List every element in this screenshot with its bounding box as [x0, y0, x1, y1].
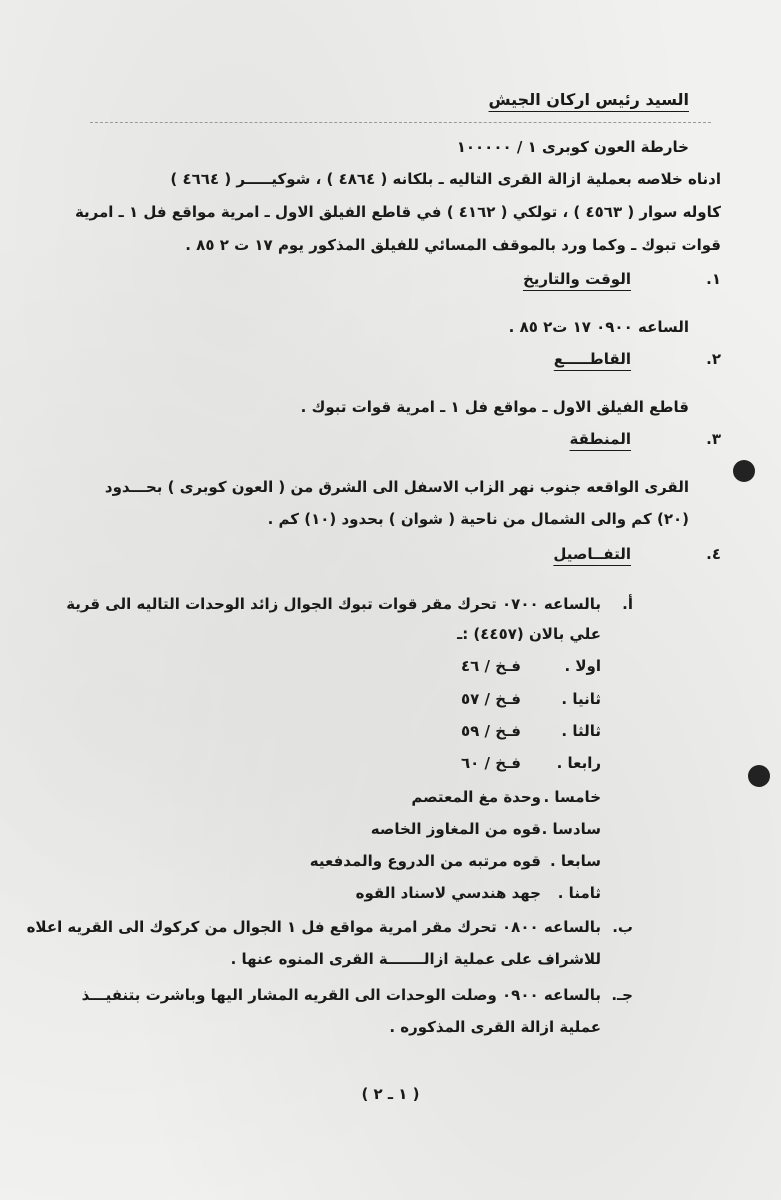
punch-hole — [733, 460, 755, 482]
section-number: ٢. — [706, 350, 721, 368]
list-item-value: فـخ / ٥٧ — [461, 690, 521, 708]
list-item-value: قوه من المغاوز الخاصه — [370, 820, 541, 838]
section-heading: الوقت والتاريخ — [522, 270, 631, 288]
list-item-value: قوه مرتبه من الدروع والمدفعيه — [309, 852, 541, 870]
detail-a-line-1: بالساعه ٠٧٠٠ تحرك مقر قوات تبوك الجوال زائد الوحدات التاليه الى قرية — [66, 595, 601, 613]
detail-label: جـ. — [611, 986, 633, 1004]
list-item-value: فـخ / ٦٠ — [461, 754, 521, 772]
list-item-value: جهد هندسي لاسناد القوه — [355, 884, 541, 902]
detail-b-line-1: بالساعه ٠٨٠٠ تحرك مقر امرية مواقع فل ١ الجوال من كركوك الى القريه اعلاه — [26, 918, 601, 936]
list-item-value: وحدة مغ المعتصم — [411, 788, 541, 806]
list-item-label: ثالثا . — [561, 722, 601, 740]
list-item-value: فـخ / ٥٩ — [461, 722, 521, 740]
map-reference: خارطة العون كوبرى ١ / ١٠٠٠٠٠ — [456, 138, 689, 156]
punch-hole — [748, 765, 770, 787]
section-heading: المنطقة — [569, 430, 631, 448]
intro-line-1: ادناه خلاصه بعملية ازالة القرى التاليه ـ بلكانه ( ٤٨٦٤ ) ، شوكيـــــر ( ٤٦٦٤ ) — [170, 170, 721, 188]
list-item-value: فـخ / ٤٦ — [461, 657, 521, 675]
section-body: الساعه ٠٩٠٠ ١٧ ت٢ ٨٥ . — [508, 318, 689, 336]
list-item-label: اولا . — [564, 657, 601, 675]
intro-line-3: قوات تبوك ـ وكما ورد بالموقف المسائي للفيلق المذكور يوم ١٧ ت ٢ ٨٥ . — [185, 236, 721, 254]
list-item-label: رابعا . — [556, 754, 601, 772]
list-item-label: ثامنا . — [557, 884, 601, 902]
section-body: قاطع الفيلق الاول ـ مواقع فل ١ ـ امرية قوات تبوك . — [300, 398, 689, 416]
section-heading: التفــاصيل — [553, 545, 631, 563]
section-body-line-1: القرى الواقعه جنوب نهر الزاب الاسفل الى الشرق من ( العون كوبرى ) بحـــدود — [104, 478, 689, 496]
detail-label: أ. — [622, 595, 633, 613]
detail-b-line-2: للاشراف على عملية ازالـــــــة القرى المنوه عنها . — [230, 950, 601, 968]
intro-line-2: كاوله سوار ( ٤٥٦٣ ) ، تولكي ( ٤١٦٢ ) في قاطع الفيلق الاول ـ امرية مواقع فل ١ ـ امرية — [74, 203, 721, 221]
detail-a-line-2: علي بالان (٤٤٥٧) :ـ — [457, 625, 601, 643]
detail-label: ب. — [612, 918, 633, 936]
section-number: ٤. — [706, 545, 721, 563]
section-number: ١. — [706, 270, 721, 288]
list-item-label: سادسا . — [541, 820, 601, 838]
page-number: ( ١ ـ ٢ ) — [361, 1085, 420, 1103]
list-item-label: ثانيا . — [561, 690, 601, 708]
list-item-label: سابعا . — [549, 852, 601, 870]
detail-c-line-1: بالساعه ٠٩٠٠ وصلت الوحدات الى القريه المشار اليها وباشرت بتنفيـــذ — [81, 986, 601, 1004]
divider — [90, 122, 711, 123]
section-heading: القاطـــــع — [553, 350, 631, 368]
detail-c-line-2: عملية ازالة القرى المذكوره . — [389, 1018, 601, 1036]
list-item-label: خامسا . — [543, 788, 601, 806]
addressee: السيد رئيس اركان الجيش — [488, 90, 689, 109]
section-number: ٣. — [706, 430, 721, 448]
section-body-line-2: (٢٠) كم والى الشمال من ناحية ( شوان ) بحدود (١٠) كم . — [267, 510, 689, 528]
